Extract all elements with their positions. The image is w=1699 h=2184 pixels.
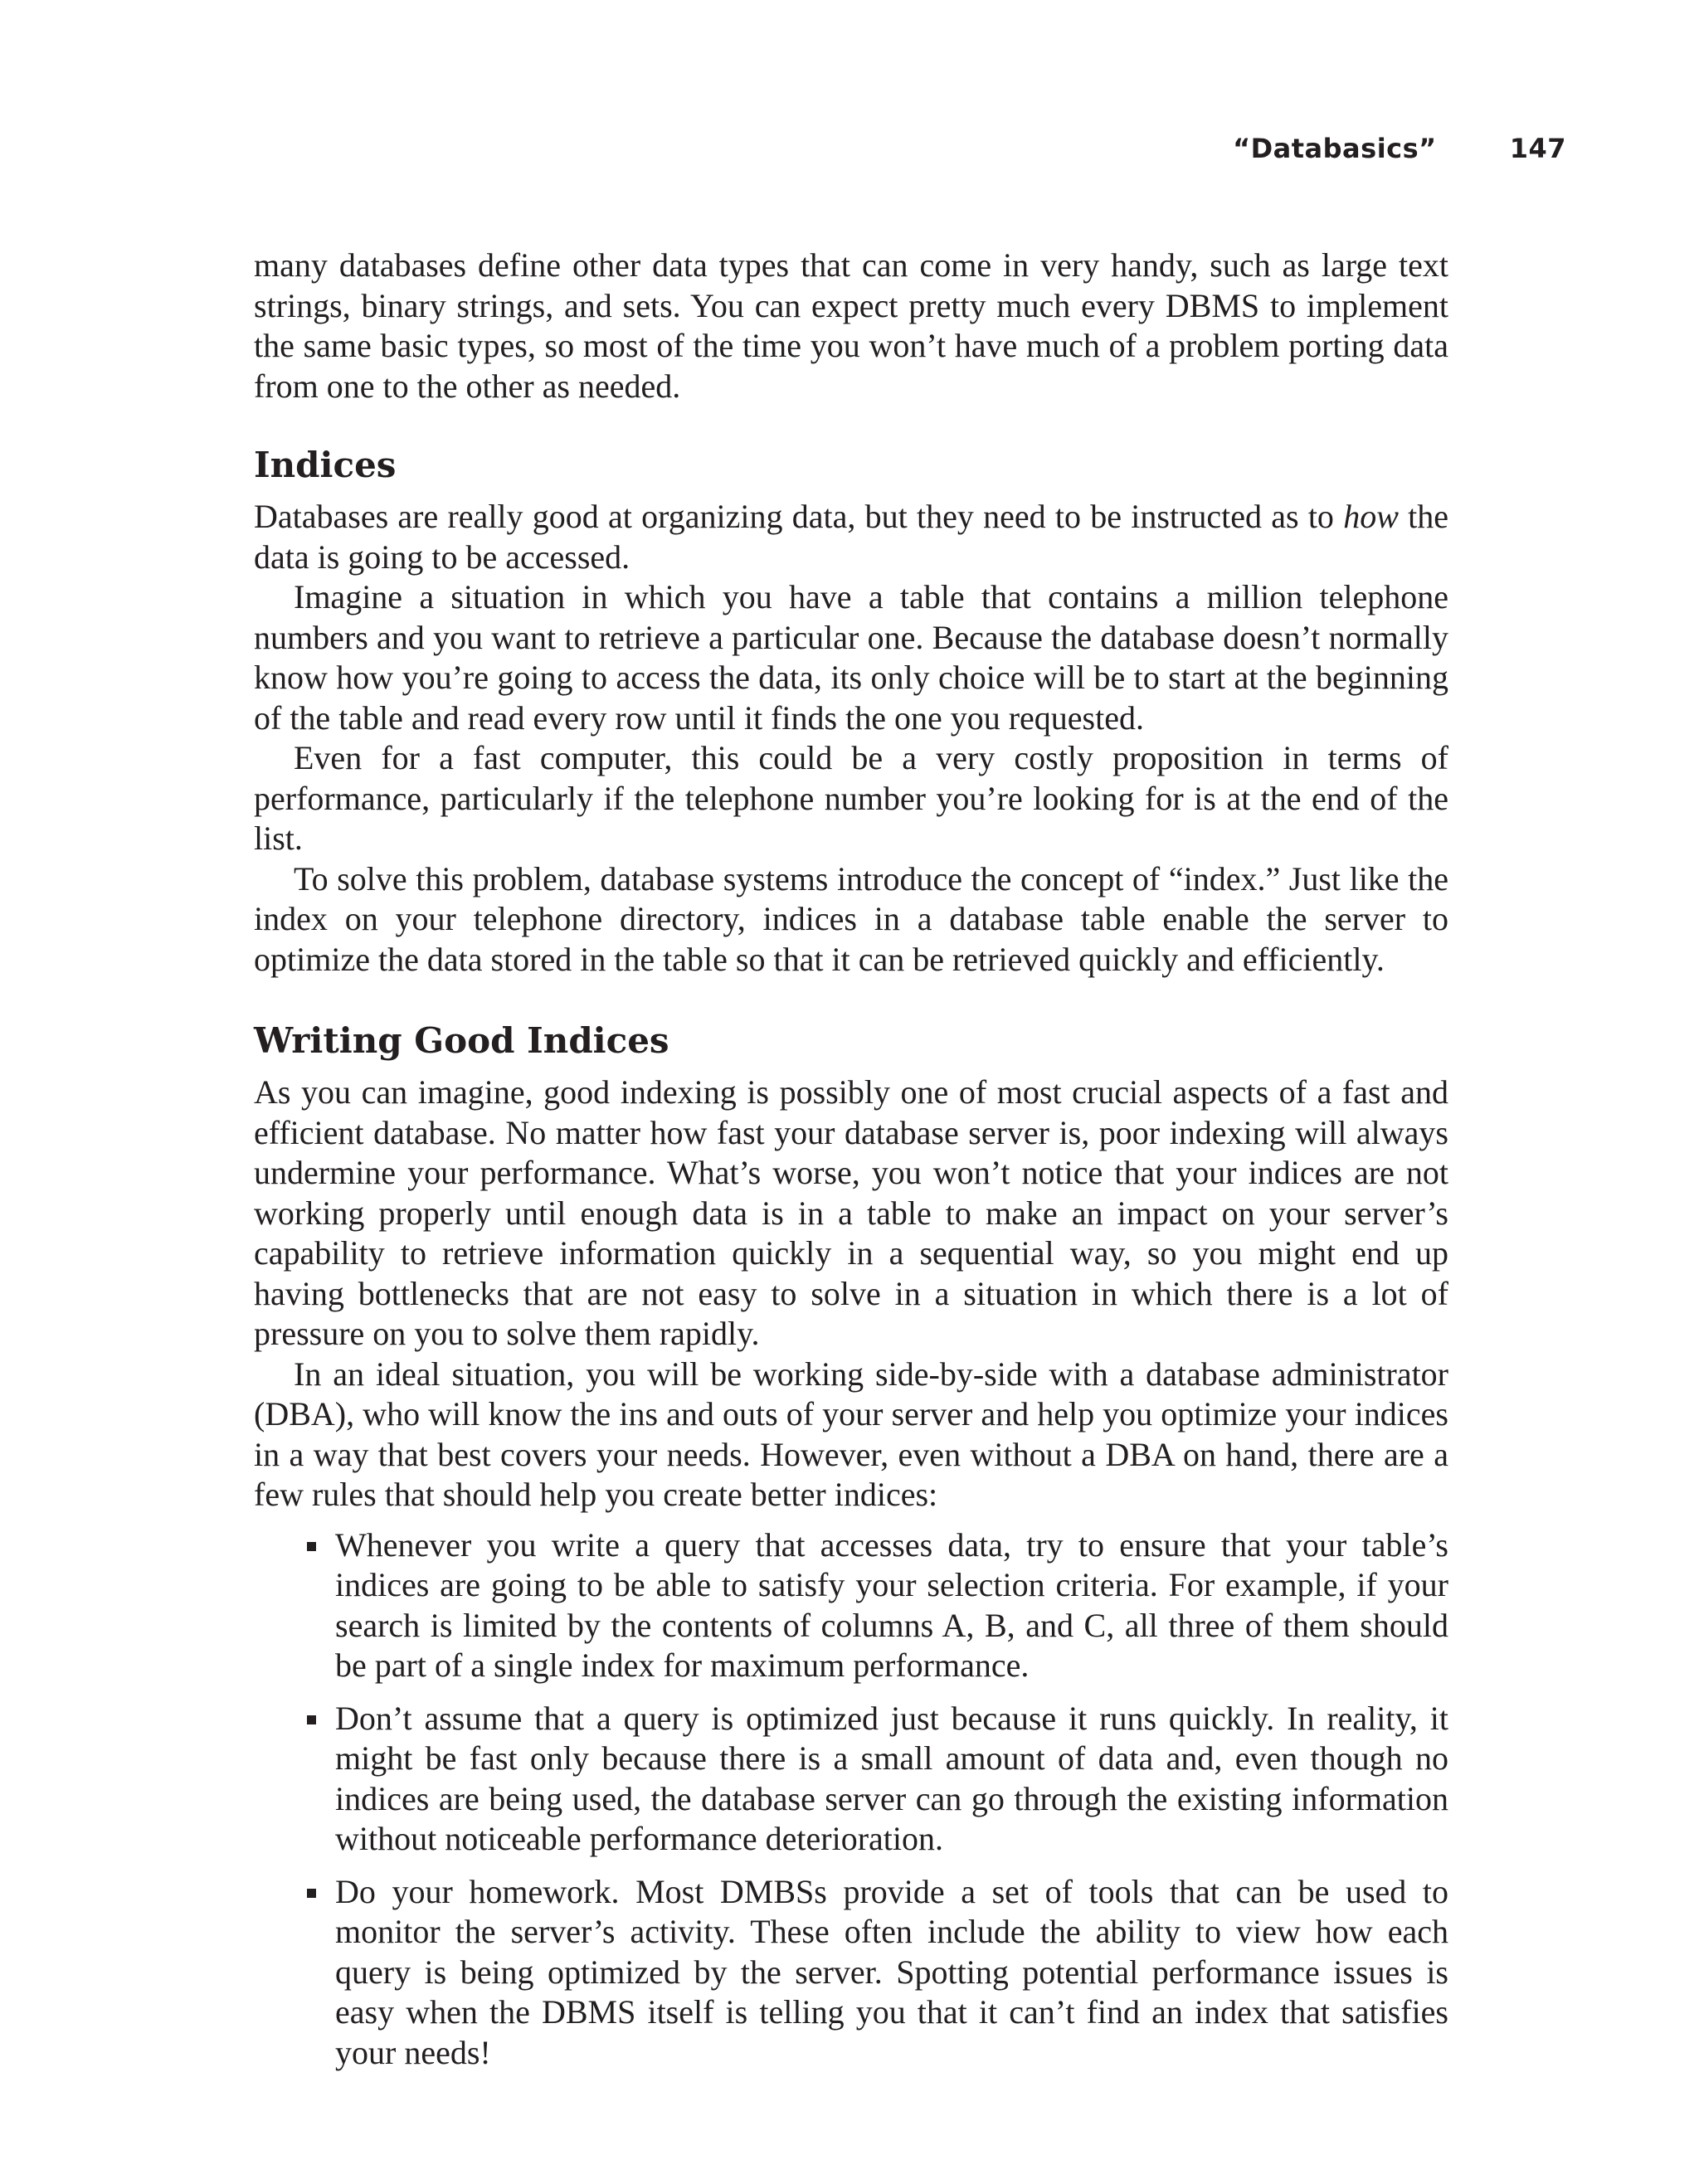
section-heading-writing-good-indices: Writing Good Indices xyxy=(254,1020,669,1061)
indices-paragraph-3: Even for a fast computer, this could be a very costly proposition in terms of performance, particularly if the telephone number you’re looking for is at the end of the list. xyxy=(254,739,1448,857)
rules-list-item xyxy=(335,1699,1448,1860)
writing-paragraph-1: As you can imagine, good indexing is possibly one of most crucial aspects of a fast and efficient database. No matter how fast your database server is, poor indexing will always undermine your performance. What’s worse, you won’t notice that your indices are not working properly until enough data is in a table to make an impact on your server’s capability to retrieve information quickly in a sequential way, so you might end up having bottlenecks that are not easy to solve in a situation in which there is a lot of pressure on you to solve them rapidly. xyxy=(254,1073,1448,1352)
running-header xyxy=(1233,133,1566,164)
page-number: 147 xyxy=(1509,133,1566,164)
rules-list-item xyxy=(335,1872,1448,2074)
square-bullet-icon xyxy=(307,1715,316,1724)
rules-list-item xyxy=(335,1525,1448,1686)
rule-text: Don’t assume that a query is optimized just because it runs quickly. In reality, it might be fast only because there is a small amount of data and, even though no indices are being used, the database server can go through the existing information without noticeable performance deterioration. xyxy=(335,1699,1448,1857)
rules-list xyxy=(254,1525,1448,2074)
rule-text: Do your homework. Most DMBSs provide a set of tools that can be used to monitor the server’s activity. These often include the ability to view how each query is being optimized by the server. Spotting potential performance issues is easy when the DBMS itself is telling you that it can’t find an index that satisfies your needs! xyxy=(335,1872,1448,2071)
indices-paragraph-2: Imagine a situation in which you have a table that contains a million telephone numbers and you want to retrieve a particular one. Because the database doesn’t normally know how you’re going to access the data, its only choice will be to start at the beginning of the table and read every row until it finds the one you requested. xyxy=(254,578,1448,737)
square-bullet-icon xyxy=(307,1889,316,1898)
square-bullet-icon xyxy=(307,1542,316,1551)
indices-paragraph-4: To solve this problem, database systems introduce the concept of “index.” Just like the index on your telephone directory, indices in a database table enable the server to optimize the data stored in the table so that it can be retrieved quickly and efficiently. xyxy=(254,859,1448,978)
writing-paragraph-2: In an ideal situation, you will be working side-by-side with a database administrator (DBA), who will know the ins and outs of your server and help you optimize your indices in a way that best covers your needs. However, even without a DBA on hand, there are a few rules that should help you create better indices: xyxy=(254,1355,1448,1513)
indices-p1-text-before: Databases are really good at organizing data, but they need to be instructed as to xyxy=(254,498,1344,535)
indices-p1-emphasis: how xyxy=(1343,498,1399,535)
indices-paragraph-1 xyxy=(254,497,1448,577)
indices-p1-text-after: the data is going to be accessed. xyxy=(254,498,1448,576)
intro-paragraph: many databases define other data types that can come in very handy, such as large text strings, binary strings, and sets. You can expect pretty much every DBMS to implement the same basic types, so most of the time you won’t have much of a problem porting data from one to the other as needed. xyxy=(254,246,1448,405)
running-title: “Databasics” xyxy=(1233,133,1437,164)
page-body xyxy=(254,246,1448,2073)
section-heading-indices: Indices xyxy=(254,445,397,485)
rule-text: Whenever you write a query that accesses data, try to ensure that your table’s indices are going to be able to satisfy your selection criteria. For example, if your search is limited by the contents of columns A, B, and C, all three of them should be part of a single index for maximum performance. xyxy=(335,1525,1448,1684)
